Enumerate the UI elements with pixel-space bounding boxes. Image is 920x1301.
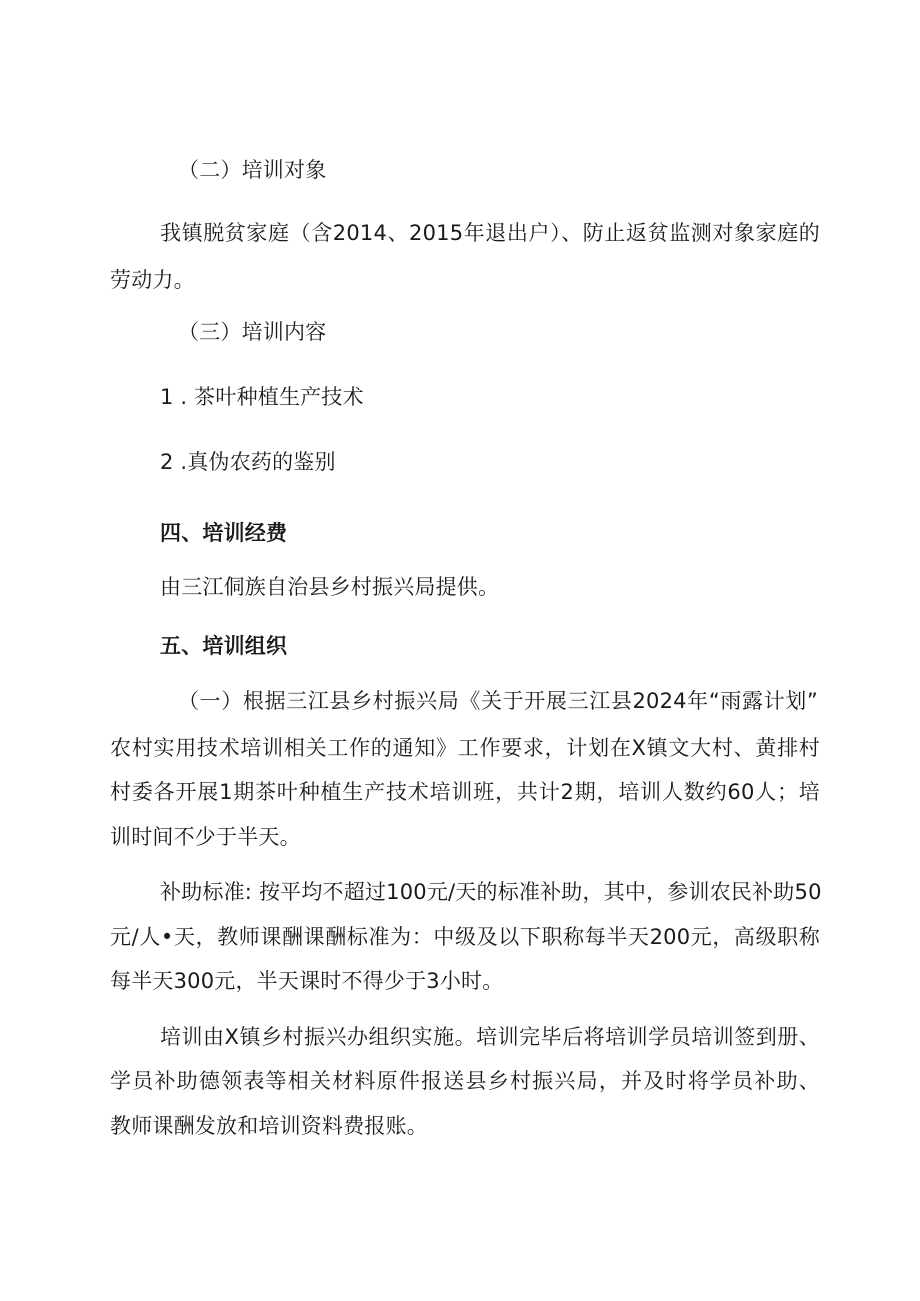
subsidy-paragraph-line-1: 补助标准: 按平均不超过100元/天的标准补助，其中，参训农民补助50	[160, 880, 822, 904]
implementation-paragraph-line-1: 培训由X镇乡村振兴办组织实施。培训完毕后将培训学员培训签到册、	[160, 1025, 820, 1049]
funding-text: 由三江侗族自治县乡村振兴局提供。	[160, 575, 500, 599]
subsidy-paragraph-line-2: 元/人•天，教师课酬课酬标准为：中级及以下职称每半天200元，高级职称	[110, 925, 820, 949]
subsection-title-training-target: （二）培训对象	[178, 158, 327, 182]
subsidy-paragraph-line-3: 每半天300元，半天课时不得少于3小时。	[110, 969, 504, 993]
implementation-paragraph-line-3: 教师课酬发放和培训资料费报账。	[110, 1114, 428, 1138]
target-paragraph-line-1: 我镇脱贫家庭（含2014、2015年退出户）、防止返贫监测对象家庭的	[160, 221, 820, 245]
organization-paragraph-line-3: 村委各开展1期茶叶种植生产技术培训班，共计2期，培训人数约60人；培	[110, 780, 820, 804]
organization-paragraph-line-4: 训时间不少于半天。	[110, 825, 301, 849]
target-paragraph-line-2: 劳动力。	[110, 268, 195, 292]
organization-paragraph-line-2: 农村实用技术培训相关工作的通知》工作要求，计划在X镇文大村、黄排村	[110, 736, 820, 760]
implementation-paragraph-line-2: 学员补助德领表等相关材料原件报送县乡村振兴局，并及时将学员补助、	[110, 1069, 820, 1093]
content-item-2: 2 .真伪农药的鉴别	[160, 450, 336, 474]
organization-paragraph-line-1: （一）根据三江县乡村振兴局《关于开展三江县2024年“雨露计划”	[178, 689, 818, 713]
section-title-funding: 四、培训经费	[160, 521, 288, 545]
section-title-organization: 五、培训组织	[160, 634, 288, 658]
content-item-1: 1 . 茶叶种植生产技术	[160, 385, 364, 409]
subsection-title-training-content: （三）培训内容	[178, 320, 327, 344]
